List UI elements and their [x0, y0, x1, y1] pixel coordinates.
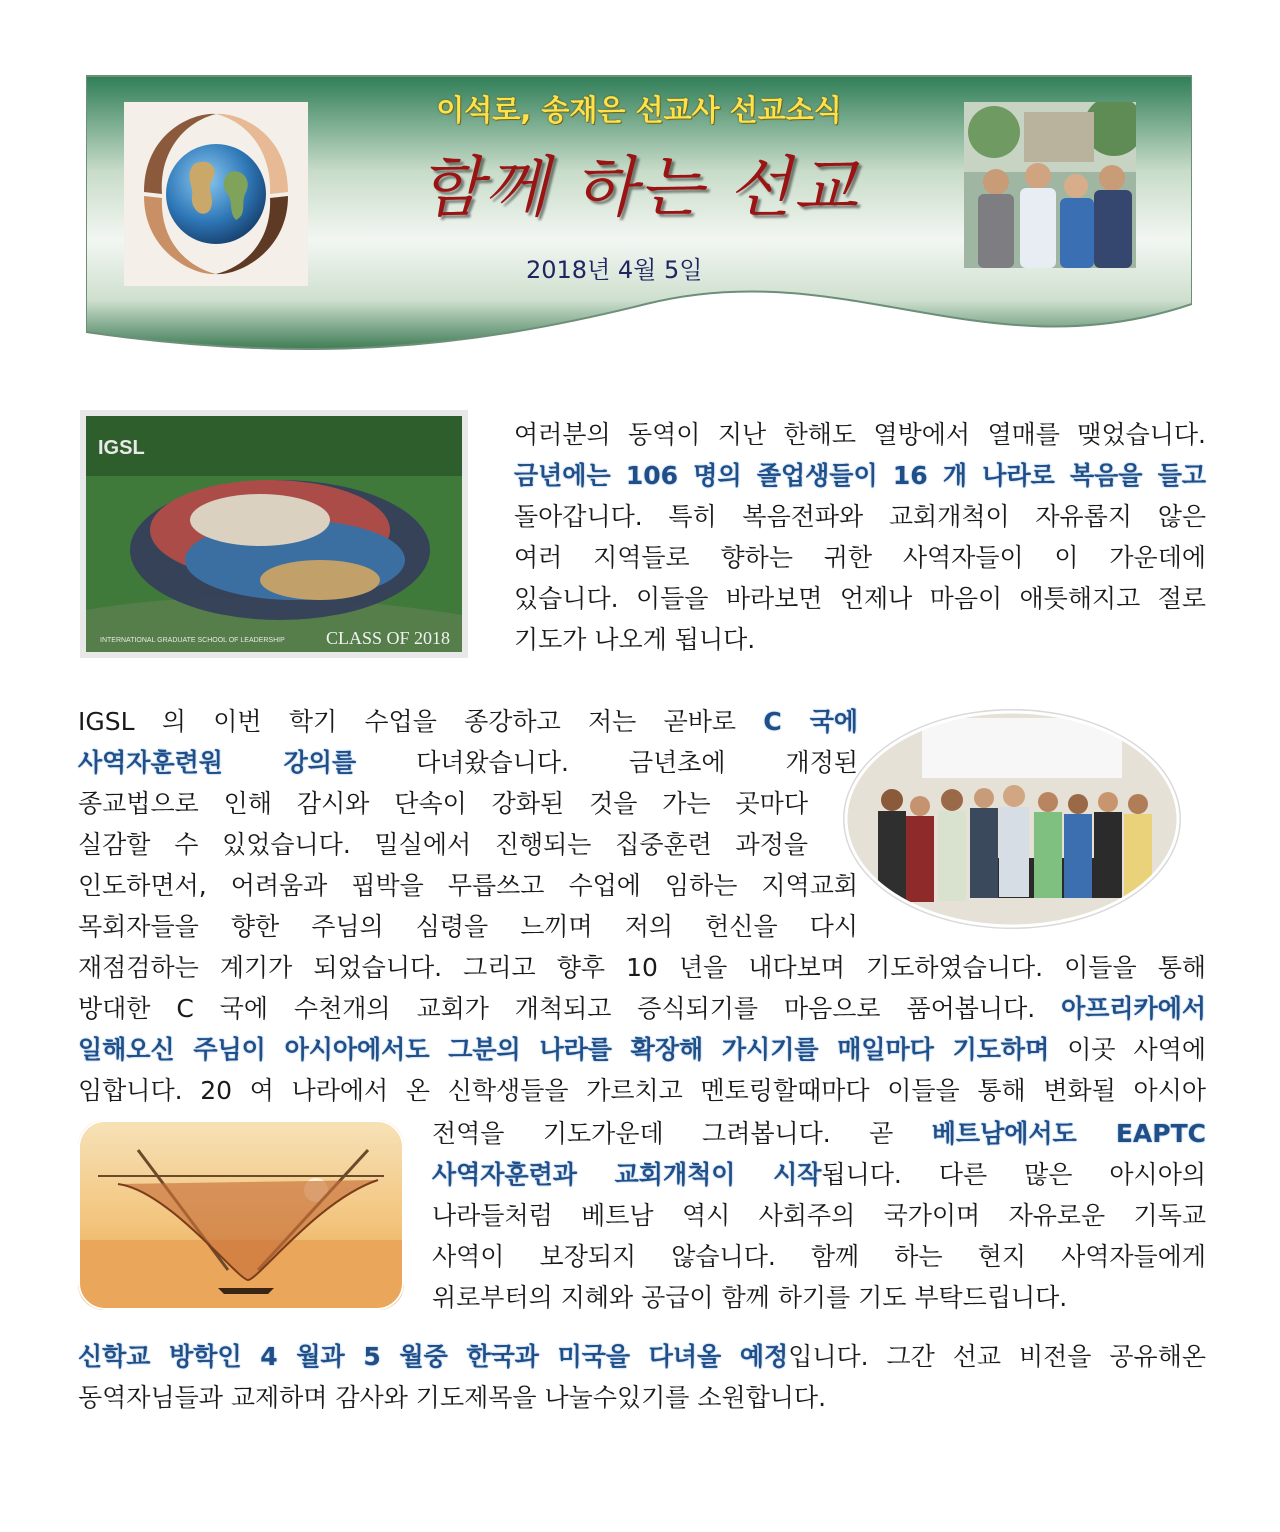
- p3-line-1-text: 입니다. 그간 선교 비전을 공유해온: [788, 1342, 1206, 1371]
- p2-line-1-highlight: C 국에: [763, 707, 858, 736]
- newsletter-kicker: 이석로, 송재은 선교사 선교소식: [436, 93, 842, 127]
- fishing-net-sunset-photo: [78, 1120, 404, 1310]
- p2-line-7: 재점검하는 계기가 되었습니다. 그리고 향후 10 년을 내다보며 기도하였습니다. 이들을 통해: [78, 953, 1206, 982]
- p2-line-8-text: 방대한 C 국에 수천개의 교회가 개척되고 증식되기를 마음으로 품어봅니다.: [78, 994, 1036, 1023]
- p2-line-8: [78, 988, 1206, 1029]
- p2-line-8-highlight: 아프리카에서: [1061, 994, 1207, 1023]
- p2-line-11-highlight: 베트남에서도 EAPTC: [931, 1119, 1206, 1148]
- family-photo: [964, 102, 1136, 268]
- igsl-logo: IGSL: [98, 437, 145, 459]
- newsletter-banner: [86, 74, 1192, 364]
- p2-line-3: 종교법으로 인해 감시와 단속이 강화된 것을 가는 곳마다: [78, 789, 808, 818]
- paragraph-2-top: [78, 701, 858, 947]
- p1-line-5: 있습니다. 이들을 바라보면 언제나 마음이 애틋해지고 절로: [514, 584, 1206, 613]
- p3-line-1-highlight: 신학교 방학인 4 월과 5 월중 한국과 미국을 다녀올 예정: [78, 1342, 789, 1371]
- paragraph-2-middle: [78, 947, 1206, 1111]
- training-group-photo: [842, 708, 1182, 930]
- p3-line-1: [78, 1336, 1206, 1377]
- class-caption: CLASS OF 2018: [326, 628, 451, 648]
- p1-line-3: 돌아갑니다. 특히 복음전파와 교회개척이 자유롭지 않은: [514, 502, 1206, 531]
- issue-date: 2018년 4월 5일: [526, 256, 703, 284]
- paragraph-2-bottom: [432, 1113, 1206, 1318]
- p1-line-6: 기도가 나오게 됩니다.: [514, 625, 756, 654]
- p2-line-4: 실감할 수 있었습니다. 밀실에서 진행되는 집중훈련 과정을: [78, 830, 808, 859]
- p2-line-2-highlight: 사역자훈련원 강의를: [78, 748, 357, 777]
- p3-line-2: 동역자님들과 교제하며 감사와 기도제목을 나눌수있기를 소원합니다.: [78, 1383, 827, 1412]
- school-name-footer: INTERNATIONAL GRADUATE SCHOOL OF LEADERSHIP: [100, 637, 285, 644]
- p2-line-15: 위로부터의 지혜와 공급이 함께 하기를 기도 부탁드립니다.: [432, 1283, 1068, 1312]
- newsletter-headline: 함께 하는 선교: [418, 149, 860, 226]
- paragraph-3: [78, 1336, 1206, 1418]
- p1-highlight: 금년에는 106 명의 졸업생들이 16 개 나라로 복음을 들고: [514, 461, 1206, 490]
- p2-line-9-highlight: 일해오신 주님이 아시아에서도 그분의 나라를 확장해 가시기를 매일마다 기도하며: [78, 1035, 1050, 1064]
- p2-line-6: 목회자들을 향한 주님의 심령을 느끼며 저의 헌신을 다시: [78, 912, 858, 941]
- p2-line-10: 임합니다. 20 여 나라에서 온 신학생들을 가르치고 멘토링할때마다 이들을 통해 변화될 아시아: [78, 1076, 1206, 1105]
- p2-line-9: [78, 1029, 1206, 1070]
- p2-line-9-text: 이곳 사역에: [1067, 1035, 1207, 1064]
- p2-line-12-text: 됩니다. 다른 많은 아시아의: [821, 1160, 1206, 1189]
- graduation-class-photo: [80, 410, 468, 658]
- p1-line-1: 여러분의 동역이 지난 한해도 열방에서 열매를 맺었습니다.: [514, 420, 1206, 449]
- p2-line-11-text: 전역을 기도가운데 그려봅니다. 곧: [432, 1119, 894, 1148]
- p2-line-11: [432, 1113, 1206, 1154]
- p2-line-5: 인도하면서, 어려움과 핍박을 무릅쓰고 수업에 임하는 지역교회: [78, 871, 858, 900]
- p2-line-2-text: 다녀왔습니다. 금년초에 개정된: [416, 748, 858, 777]
- p2-line-12-highlight: 사역자훈련과 교회개척이 시작: [432, 1160, 822, 1189]
- p2-line-14: 사역이 보장되지 않습니다. 함께 하는 현지 사역자들에게: [432, 1242, 1206, 1271]
- paragraph-1: [514, 414, 1206, 660]
- p2-line-13: 나라들처럼 베트남 역시 사회주의 국가이며 자유로운 기독교: [432, 1201, 1206, 1230]
- p2-line-1: [78, 701, 858, 742]
- p2-line-2: [78, 742, 858, 783]
- p2-line-1-text: IGSL 의 이번 학기 수업을 종강하고 저는 곧바로: [78, 707, 737, 736]
- crowd: [130, 480, 430, 620]
- p2-line-12: [432, 1154, 1206, 1195]
- p1-line-4: 여러 지역들로 향하는 귀한 사역자들이 이 가운데에: [514, 543, 1206, 572]
